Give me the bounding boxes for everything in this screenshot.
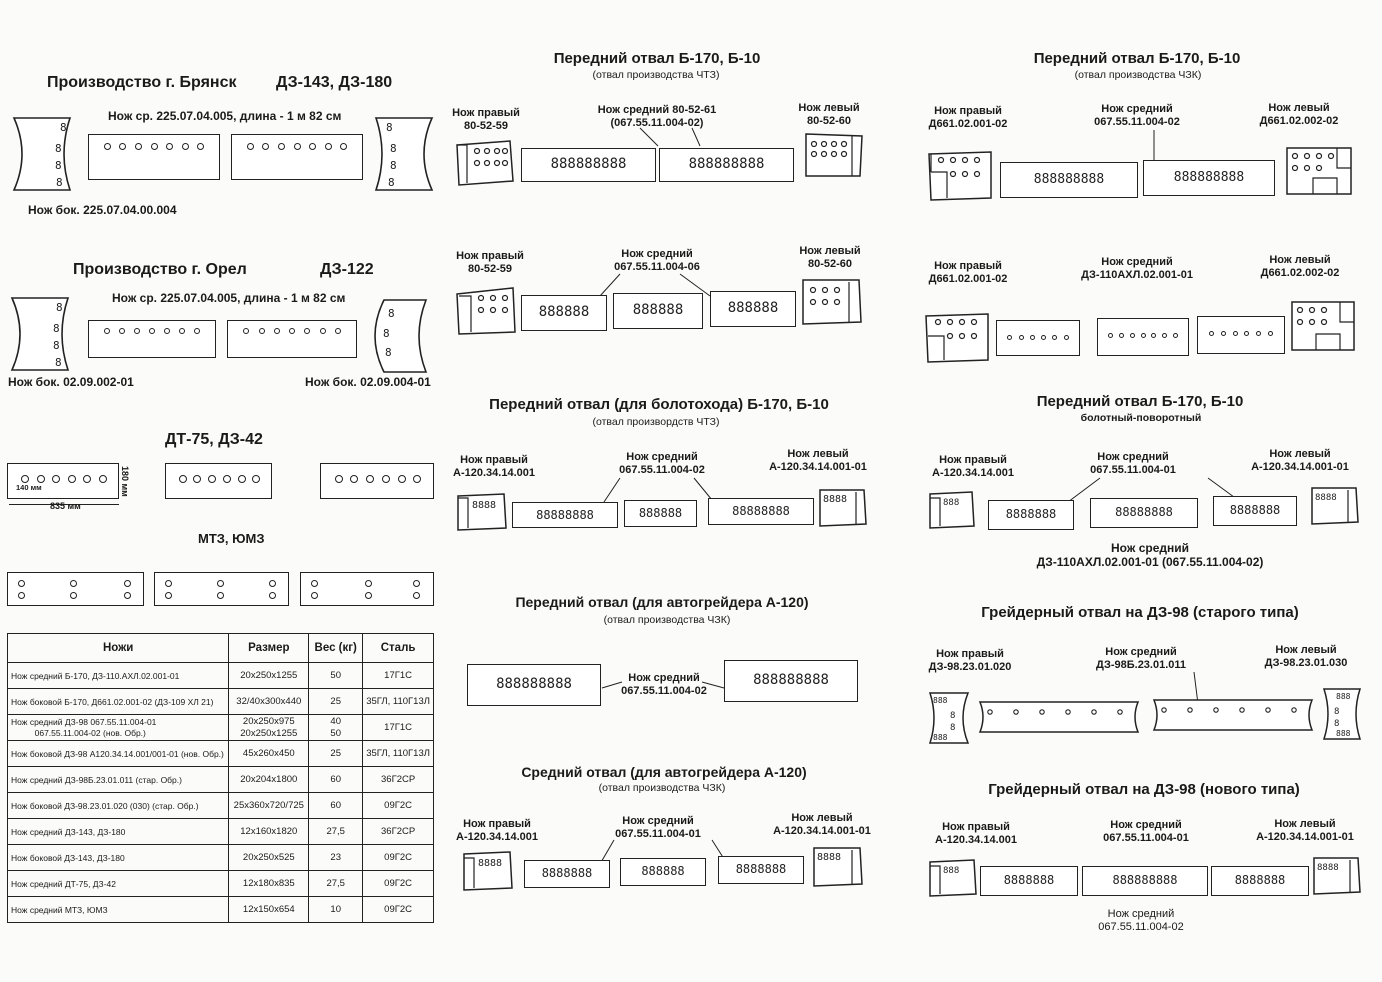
section-subtitle: (отвал производства ЧЗК) bbox=[1074, 69, 1202, 81]
svg-text:8: 8 bbox=[950, 723, 956, 733]
svg-text:8: 8 bbox=[55, 356, 62, 369]
steel-cell: 09Г2С bbox=[363, 897, 434, 923]
middle-knife-drawing bbox=[988, 500, 1074, 530]
middle-knife-drawing bbox=[996, 320, 1080, 356]
size-cell: 20x204x1800 bbox=[229, 767, 309, 793]
left-knife-drawing bbox=[804, 132, 864, 180]
bolt-holes bbox=[238, 143, 356, 150]
side-knife-left-drawing bbox=[10, 295, 80, 373]
bolt-holes bbox=[95, 143, 213, 150]
left-knife-label: Нож левый А-120.34.14.001-01 bbox=[769, 448, 867, 473]
weight-cell: 60 bbox=[309, 767, 363, 793]
bolt-holes: 8888888 bbox=[1234, 873, 1286, 887]
left-knife-label: Нож левый Д661.02.002-02 bbox=[1259, 102, 1339, 127]
svg-text:888: 888 bbox=[933, 733, 948, 742]
bolt-holes: 8888888 bbox=[1229, 503, 1281, 517]
svg-text:8: 8 bbox=[383, 327, 390, 340]
bolt-holes: 8888888 bbox=[541, 866, 593, 880]
middle-knife-label: Нож средний 067.55.11.004-01 bbox=[615, 815, 701, 840]
knife-name-cell: Нож боковой ДЗ-98.23.01.020 (030) (стар. Обр.) bbox=[8, 793, 229, 819]
side-knife-right-drawing bbox=[368, 115, 434, 193]
bolt-holes: 888888888 bbox=[753, 672, 829, 688]
section-title: Производство г. Орел bbox=[73, 261, 247, 278]
bolt-holes: 8888888 bbox=[1003, 873, 1055, 887]
steel-cell: 35ГЛ, 110Г13Л bbox=[363, 689, 434, 715]
middle-knife-drawing bbox=[980, 866, 1078, 896]
column-header: Вес (кг) bbox=[309, 634, 363, 663]
middle-knife-drawing bbox=[620, 858, 706, 886]
right-knife-drawing bbox=[924, 312, 992, 364]
middle-knife-drawing bbox=[512, 502, 618, 528]
middle-knife-alt-label: Нож средний ДЗ-110АХЛ.02.001-01 (067.55.11.004-02) bbox=[1036, 541, 1264, 569]
section-title: Грейдерный отвал на ДЗ-98 (нового типа) bbox=[988, 781, 1300, 798]
middle-knife-drawing bbox=[1211, 866, 1309, 896]
side-knife-right-label: Нож бок. 02.09.004-01 bbox=[305, 375, 431, 389]
middle-knife-drawing bbox=[1090, 498, 1198, 528]
svg-text:888: 888 bbox=[1336, 729, 1351, 738]
bolt-holes bbox=[95, 328, 209, 334]
middle-knife-drawing bbox=[521, 295, 607, 331]
section-models: ДЗ-122 bbox=[320, 261, 374, 278]
middle-knife-drawing bbox=[1082, 866, 1208, 896]
bolt-holes bbox=[234, 328, 350, 334]
bolt-holes: 888888 bbox=[538, 304, 590, 320]
right-knife-drawing bbox=[456, 492, 508, 532]
knife-name-cell: Нож средний МТЗ, ЮМЗ bbox=[8, 897, 229, 923]
bolt-holes bbox=[1202, 331, 1280, 336]
spec-table bbox=[7, 633, 434, 923]
table-body bbox=[8, 663, 434, 923]
middle-knife-drawing bbox=[613, 293, 703, 329]
svg-text:8: 8 bbox=[56, 176, 63, 189]
middle-knife-label: Нож средний ДЗ-98Б.23.01.011 bbox=[1095, 646, 1187, 671]
table-row bbox=[8, 793, 434, 819]
steel-cell: 36Г2СР bbox=[363, 819, 434, 845]
right-knife-label: Нож правый А-120.34.14.001 bbox=[453, 454, 535, 479]
side-knife-label: Нож бок. 225.07.04.00.004 bbox=[28, 203, 177, 217]
middle-knife-label: Нож средний 067.55.11.004-02 bbox=[621, 672, 707, 697]
svg-text:888: 888 bbox=[1336, 692, 1351, 701]
middle-knife-drawing bbox=[1213, 496, 1297, 526]
column-header: Размер bbox=[229, 634, 309, 663]
middle-knife-drawing bbox=[1097, 318, 1189, 356]
size-cell: 12x150x654 bbox=[229, 897, 309, 923]
weight-cell: 23 bbox=[309, 845, 363, 871]
bolt-holes: 888888 bbox=[632, 302, 684, 318]
column-header: Ножи bbox=[8, 634, 229, 663]
svg-text:8: 8 bbox=[950, 711, 956, 721]
middle-knife-drawing bbox=[624, 500, 697, 527]
svg-text:8: 8 bbox=[53, 322, 60, 335]
middle-knife-drawing bbox=[88, 134, 220, 180]
middle-knife-drawing bbox=[227, 320, 357, 358]
middle-knife-label: Нож ср. 225.07.04.005, длина - 1 м 82 см bbox=[108, 109, 342, 123]
left-knife-label: Нож левый А-120.34.14.001-01 bbox=[1251, 448, 1349, 473]
middle-knife-drawing bbox=[1197, 316, 1285, 354]
svg-text:8: 8 bbox=[55, 159, 62, 172]
steel-cell: 36Г2СР bbox=[363, 767, 434, 793]
svg-text:8: 8 bbox=[385, 346, 392, 359]
middle-knife-label: Нож средний 067.55.11.004-02 bbox=[619, 451, 705, 476]
knife-drawing bbox=[165, 463, 272, 499]
size-cell: 20x250x975 20x250x1255 bbox=[229, 715, 309, 741]
knife-drawing bbox=[154, 572, 289, 606]
left-knife-drawing bbox=[812, 846, 864, 888]
left-knife-label: Нож левый 80-52-60 bbox=[798, 102, 860, 127]
steel-cell: 17Г1С bbox=[363, 663, 434, 689]
middle-knife-drawing bbox=[524, 860, 610, 888]
right-knife-drawing bbox=[927, 150, 995, 202]
size-cell: 12x180x835 bbox=[229, 871, 309, 897]
middle-knife-label: Нож средний 80-52-61 (067.55.11.004-02) bbox=[597, 104, 717, 129]
weight-cell: 10 bbox=[309, 897, 363, 923]
size-cell: 12x160x1820 bbox=[229, 819, 309, 845]
middle-knife-drawing bbox=[708, 498, 814, 525]
middle-knife-drawing bbox=[231, 134, 363, 180]
knife-name-cell: Нож средний ДТ-75, ДЗ-42 bbox=[8, 871, 229, 897]
middle-knife-label: Нож средний 067.55.11.004-01 bbox=[1090, 451, 1176, 476]
svg-text:888: 888 bbox=[933, 696, 948, 705]
svg-text:8: 8 bbox=[1334, 719, 1340, 729]
middle-knife-label: Нож средний ДЗ-110АХЛ.02.001-01 bbox=[1081, 256, 1193, 281]
callout-line bbox=[1140, 130, 1170, 160]
middle-knife-alt-label: Нож средний 067.55.11.004-02 bbox=[1098, 908, 1184, 933]
bolt-holes: 888888 bbox=[641, 864, 685, 878]
table-row bbox=[8, 845, 434, 871]
bolt-holes: 88888888 bbox=[732, 504, 790, 518]
section-models: ДЗ-143, ДЗ-180 bbox=[276, 74, 393, 91]
middle-knife-drawing bbox=[1150, 696, 1316, 734]
section-subtitle: (отвал производства ЧЗК) bbox=[598, 782, 726, 794]
knife-name-cell: Нож боковой ДЗ-143, ДЗ-180 bbox=[8, 845, 229, 871]
right-knife-label: Нож правый Д661.02.001-02 bbox=[928, 105, 1008, 130]
bolt-holes bbox=[1102, 333, 1184, 338]
bolt-holes: 888888888 bbox=[550, 156, 627, 172]
svg-text:8888: 8888 bbox=[478, 858, 503, 869]
steel-cell: 09Г2С bbox=[363, 845, 434, 871]
svg-text:8: 8 bbox=[53, 339, 60, 352]
side-knife-left-label: Нож бок. 02.09.002-01 bbox=[8, 375, 134, 389]
svg-text:8: 8 bbox=[388, 176, 395, 189]
table-header-row bbox=[8, 634, 434, 663]
table-row bbox=[8, 741, 434, 767]
svg-text:8888: 8888 bbox=[823, 494, 848, 505]
steel-cell: 17Г1С bbox=[363, 715, 434, 741]
middle-knife-drawing bbox=[1143, 160, 1275, 196]
table-row bbox=[8, 897, 434, 923]
knife-name-cell: Нож средний ДЗ-143, ДЗ-180 bbox=[8, 819, 229, 845]
middle-knife-drawing bbox=[88, 320, 216, 358]
size-cell: 45x260x450 bbox=[229, 741, 309, 767]
bolt-holes: 888888888 bbox=[1112, 873, 1178, 887]
table-row bbox=[8, 663, 434, 689]
bolt-holes bbox=[1001, 335, 1075, 340]
right-knife-drawing bbox=[928, 490, 976, 530]
left-knife-label: Нож левый А-120.34.14.001-01 bbox=[773, 812, 871, 837]
section-title: Средний отвал (для автогрейдера А-120) bbox=[521, 764, 807, 780]
size-cell: 20x250x1255 bbox=[229, 663, 309, 689]
knife-name-cell: Нож средний ДЗ-98Б.23.01.011 (стар. Обр.) bbox=[8, 767, 229, 793]
bolt-holes bbox=[327, 475, 429, 483]
callout-line bbox=[600, 118, 740, 158]
weight-cell: 60 bbox=[309, 793, 363, 819]
middle-knife-drawing bbox=[710, 291, 796, 327]
section-title: ДТ-75, ДЗ-42 bbox=[165, 431, 263, 448]
bolt-holes: 88888888 bbox=[1115, 505, 1173, 519]
bolt-holes bbox=[172, 475, 267, 483]
section-title: МТЗ, ЮМЗ bbox=[198, 531, 265, 546]
size-cell: 20x250x525 bbox=[229, 845, 309, 871]
pitch-dimension: 140 мм bbox=[16, 483, 42, 492]
left-knife-drawing bbox=[1318, 686, 1362, 742]
section-subtitle: (отвал производства ЧЗК) bbox=[603, 614, 731, 626]
weight-cell: 40 50 bbox=[309, 715, 363, 741]
bolt-holes: 888888888 bbox=[1173, 170, 1245, 185]
table-row bbox=[8, 819, 434, 845]
svg-text:8: 8 bbox=[60, 121, 67, 134]
knife-name-cell: Нож средний Б-170, ДЗ-110.АХЛ.02.001-01 bbox=[8, 663, 229, 689]
table-row bbox=[8, 689, 434, 715]
right-knife-label: Нож правый А-120.34.14.001 bbox=[935, 821, 1017, 846]
steel-cell: 09Г2С bbox=[363, 793, 434, 819]
length-dimension: 835 мм bbox=[50, 501, 81, 511]
knife-name-cell: Нож средний ДЗ-98 067.55.11.004-01 067.55.11.004-02 (нов. Обр.) bbox=[8, 715, 229, 741]
section-subtitle: болотный-поворотный bbox=[1080, 412, 1202, 424]
left-knife-label: Нож левый Д661.02.002-02 bbox=[1260, 254, 1340, 279]
middle-knife-drawing bbox=[1000, 162, 1138, 198]
bolt-holes: 888888888 bbox=[1033, 172, 1105, 187]
knife-drawing bbox=[320, 463, 434, 499]
weight-cell: 50 bbox=[309, 663, 363, 689]
svg-text:8: 8 bbox=[1334, 707, 1340, 717]
right-knife-drawing bbox=[455, 139, 515, 187]
svg-text:8: 8 bbox=[388, 307, 395, 320]
svg-text:8: 8 bbox=[55, 142, 62, 155]
right-knife-drawing bbox=[928, 858, 978, 898]
side-knife-left-drawing bbox=[12, 115, 82, 193]
knife-name-cell: Нож боковой Б-170, Д661.02.001-02 (ДЗ-109 ХЛ 21) bbox=[8, 689, 229, 715]
bolt-holes: 888888888 bbox=[496, 676, 572, 692]
height-dimension: 180 мм bbox=[120, 466, 130, 497]
left-knife-label: Нож левый 80-52-60 bbox=[799, 245, 861, 270]
knife-drawing bbox=[300, 572, 434, 606]
weight-cell: 25 bbox=[309, 741, 363, 767]
svg-text:8: 8 bbox=[390, 159, 397, 172]
svg-text:8888: 8888 bbox=[472, 500, 497, 511]
middle-knife-drawing bbox=[718, 856, 804, 884]
left-knife-label: Нож левый А-120.34.14.001-01 bbox=[1256, 818, 1354, 843]
right-knife-label: Нож правый А-120.34.14.001 bbox=[456, 818, 538, 843]
right-knife-label: Нож правый А-120.34.14.001 bbox=[932, 454, 1014, 479]
middle-knife-label: Нож средний 067.55.11.004-06 bbox=[614, 248, 700, 273]
svg-text:8888: 8888 bbox=[1315, 493, 1337, 503]
left-knife-drawing bbox=[1312, 856, 1362, 896]
middle-knife-label: Нож средний 067.55.11.004-02 bbox=[1094, 103, 1180, 128]
size-cell: 32/40x300x440 bbox=[229, 689, 309, 715]
svg-text:888: 888 bbox=[943, 866, 960, 876]
side-knife-right-drawing bbox=[364, 297, 432, 375]
right-knife-label: Нож правый 80-52-59 bbox=[456, 250, 524, 275]
svg-text:8888: 8888 bbox=[1317, 863, 1339, 873]
section-title: Передний отвал (для автогрейдера А-120) bbox=[515, 594, 809, 610]
middle-knife-drawing bbox=[724, 660, 858, 702]
weight-cell: 25 bbox=[309, 689, 363, 715]
size-cell: 25x360x720/725 bbox=[229, 793, 309, 819]
bolt-holes: 8888888 bbox=[735, 862, 787, 876]
section-title: Передний отвал (для болотохода) Б-170, Б-10 bbox=[489, 396, 829, 413]
svg-text:8888: 8888 bbox=[817, 852, 842, 863]
bolt-holes: 888888 bbox=[638, 506, 683, 520]
right-knife-label: Нож правый ДЗ-98.23.01.020 bbox=[928, 648, 1012, 673]
middle-knife-label: Нож ср. 225.07.04.005, длина - 1 м 82 см bbox=[112, 291, 346, 305]
steel-cell: 09Г2С bbox=[363, 871, 434, 897]
svg-text:8: 8 bbox=[386, 121, 393, 134]
right-knife-drawing bbox=[455, 286, 517, 336]
steel-cell: 35ГЛ, 110Г13Л bbox=[363, 741, 434, 767]
table-row bbox=[8, 715, 434, 741]
weight-cell: 27,5 bbox=[309, 871, 363, 897]
right-knife-label: Нож правый 80-52-59 bbox=[452, 107, 520, 132]
column-header: Сталь bbox=[363, 634, 434, 663]
section-title: Передний отвал Б-170, Б-10 bbox=[1033, 50, 1241, 67]
left-knife-drawing bbox=[818, 488, 868, 528]
svg-text:8: 8 bbox=[390, 142, 397, 155]
weight-cell: 27,5 bbox=[309, 819, 363, 845]
svg-text:888: 888 bbox=[943, 498, 960, 508]
knife-name-cell: Нож боковой ДЗ-98 А120.34.14.001/001-01 (нов. Обр.) bbox=[8, 741, 229, 767]
left-knife-drawing bbox=[1285, 146, 1355, 198]
knife-drawing bbox=[7, 572, 144, 606]
section-title: Передний отвал Б-170, Б-10 bbox=[553, 50, 761, 67]
bolt-holes: 88888888 bbox=[536, 508, 594, 522]
left-knife-drawing bbox=[1290, 300, 1358, 354]
section-title: Производство г. Брянск bbox=[47, 74, 237, 91]
section-title: Грейдерный отвал на ДЗ-98 (старого типа) bbox=[981, 604, 1299, 621]
right-knife-drawing bbox=[462, 850, 514, 892]
bolt-holes: 888888888 bbox=[688, 156, 765, 172]
svg-text:8: 8 bbox=[56, 301, 63, 314]
left-knife-drawing bbox=[801, 278, 863, 328]
knife-drawing bbox=[7, 463, 119, 499]
section-subtitle: (отвал производства ЧТЗ) bbox=[592, 69, 720, 81]
table-row bbox=[8, 871, 434, 897]
right-knife-drawing bbox=[928, 690, 974, 746]
table-row bbox=[8, 767, 434, 793]
left-knife-label: Нож левый ДЗ-98.23.01.030 bbox=[1264, 644, 1348, 669]
section-title: Передний отвал Б-170, Б-10 bbox=[1036, 393, 1244, 410]
middle-knife-drawing bbox=[467, 664, 601, 706]
bolt-holes bbox=[14, 475, 114, 483]
middle-knife-label: Нож средний 067.55.11.004-01 bbox=[1103, 819, 1189, 844]
bolt-holes: 888888 bbox=[727, 300, 779, 316]
right-knife-label: Нож правый Д661.02.001-02 bbox=[928, 260, 1008, 285]
bolt-holes: 8888888 bbox=[1005, 507, 1057, 521]
left-knife-drawing bbox=[1310, 486, 1360, 526]
section-subtitle: (отвал произвордств ЧТЗ) bbox=[592, 416, 720, 428]
middle-knife-drawing bbox=[976, 698, 1142, 736]
